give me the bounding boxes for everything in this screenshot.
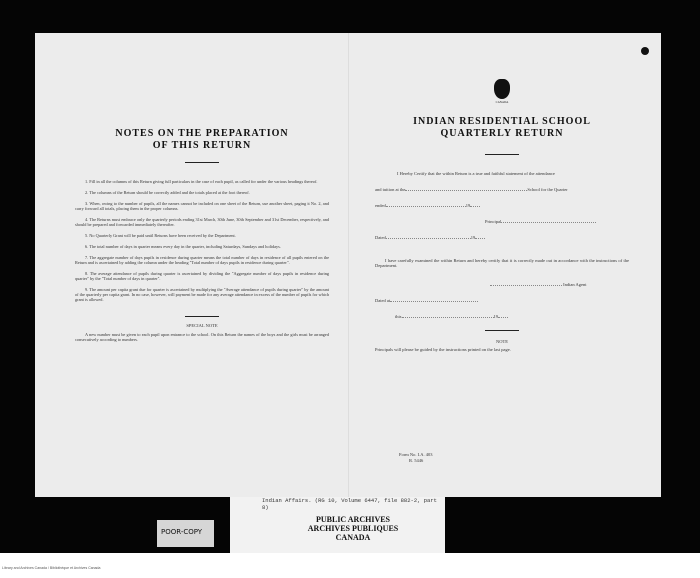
note-text: Principals will please be guided by the instructions printed on the last page. [375, 347, 511, 352]
ended-line [375, 203, 629, 208]
examined-text: I have carefully examined the within Return and hereby certify that it is correctly made out in accordance with the instructions of the Department. [375, 258, 629, 268]
page-fold [348, 33, 349, 497]
canada-crest-icon [494, 79, 510, 99]
agent-line [375, 282, 629, 287]
dated-at-label: Dated at [375, 298, 391, 303]
note-3: 3. When, owing to the number of pupils, all the names cannot be included on one sheet of the Return, use another sheet, paging it No. 2, and carry forward all totals, placing them in the proper columns. [75, 201, 329, 211]
ended-label: ended [375, 203, 386, 208]
dated-at-field[interactable] [390, 301, 478, 302]
note-6: 6. The total number of days in quarter means every day in the quarter, including Saturdays, Sundays and holidays. [85, 244, 281, 249]
ink-blot [641, 47, 649, 55]
year-prefix: 19 [465, 203, 471, 208]
dated-field[interactable] [386, 238, 471, 239]
poor-copy-tag: POOR-COPY [157, 520, 214, 547]
archive-name-en: PUBLIC ARCHIVES [315, 515, 390, 524]
divider [185, 316, 219, 317]
notes-title-line2: OF THIS RETURN [152, 140, 252, 151]
notes-page [75, 33, 329, 497]
dated-label: Dated [375, 235, 386, 240]
principal-label: Principal [485, 219, 502, 224]
note-5: 5. No Quarterly Grant will be paid until Returns have been received by the Department. [85, 233, 236, 238]
archive-reference: Indian Affairs. (RG 10, Volume 6447, file 882-2, part 8) [262, 497, 437, 511]
note-heading: NOTE [496, 339, 508, 344]
school-name-field[interactable] [405, 190, 527, 191]
archive-name-fr: ARCHIVES PUBLIQUES [307, 524, 399, 533]
year-prefix: 19 [493, 314, 499, 319]
return-title-line2: QUARTERLY RETURN [440, 128, 564, 139]
year-field[interactable] [498, 317, 508, 318]
tuition-line [375, 187, 629, 192]
return-title-line1: INDIAN RESIDENTIAL SCHOOL [413, 116, 591, 127]
document-page [35, 33, 661, 497]
note-7: 7. The aggregate number of days pupils in residence during quarter means the total number of days in residence of all pupils entered on the Return and is ascertained by adding the column under the heading "Total number of days pupils in residence during quarter". [75, 255, 329, 265]
form-no: Form No. I.A. 403 [399, 452, 433, 457]
ended-year-field[interactable] [470, 206, 480, 207]
principal-line [375, 219, 629, 224]
note-2: 2. The columns of the Return should be correctly added and the totals placed at the foot thereof. [85, 190, 250, 195]
note-8: 8. The average attendance of pupils during quarter is ascertained by dividing the "Aggregate number of days pupils in residence during quarter" by the "Total number of days in quarter". [75, 271, 329, 281]
tuition-label: and tuition at the [375, 187, 406, 192]
dated-line [375, 235, 629, 240]
archive-stamp [262, 515, 444, 542]
form-code: R. 5446 [409, 458, 424, 463]
dated-at-line [375, 298, 629, 303]
crest-label: CANADA [495, 100, 509, 104]
note-4: 4. The Returns must embrace only the quarterly periods ending 31st March, 30th June, 30th September and 31st December, respectively, and should be prepared and forwarded immediately thereafter. [75, 217, 329, 227]
agent-signature-field[interactable] [490, 285, 562, 286]
ended-field[interactable] [386, 206, 466, 207]
return-cover-page [375, 33, 629, 497]
archive-country: CANADA [335, 533, 371, 542]
indian-agent-label: Indian Agent [563, 282, 587, 287]
divider [485, 330, 519, 331]
principal-field[interactable] [501, 222, 596, 223]
special-note-heading: SPECIAL NOTE [186, 323, 218, 328]
this-label: this [395, 314, 402, 319]
school-for-label: School for the Quarter [527, 187, 568, 192]
note-1: 1. Fill in all the columns of this Return giving full particulars in the case of each pupil, as called for under the various headings thereof. [85, 179, 318, 184]
footer-credit: Library and Archives Canada / Bibliothèque et Archives Canada [2, 566, 101, 570]
form-number [399, 452, 433, 464]
dated-year-field[interactable] [475, 238, 485, 239]
special-note-text: A new number must be given to each pupil upon entrance to the school. On this Return the names of the boys and the girls must be arranged consecutively according to numbers. [75, 332, 329, 342]
certify-text: I Hereby Certify that the within Return is a true and faithful statement of the attendance [397, 171, 555, 176]
divider [185, 162, 219, 163]
year-prefix: 19 [470, 235, 476, 240]
this-day-line [375, 314, 629, 319]
notes-title-line1: NOTES ON THE PREPARATION [115, 128, 289, 139]
note-9: 9. The amount per capita grant due for quarter is ascertained by multiplying the "Average attendance of pupils during quarter" by the amount of the quarterly per capita grant. In no case, however, will payment be made for any average attendance in excess of the number of pupils for which grant is allowed. [75, 287, 329, 302]
day-field[interactable] [402, 317, 494, 318]
divider [485, 154, 519, 155]
